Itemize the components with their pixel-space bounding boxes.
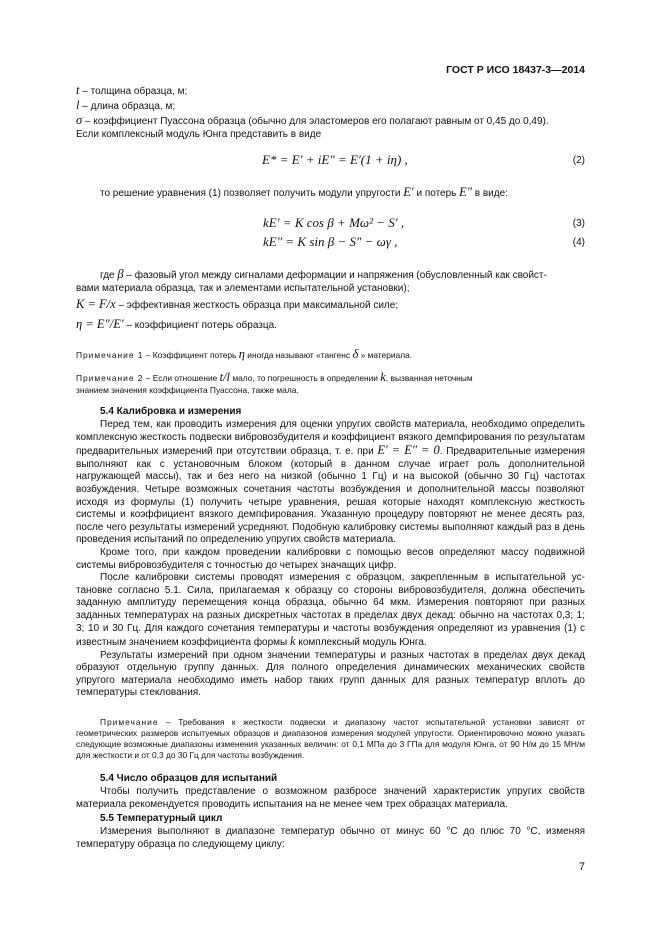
where-K: K = F/x – эффективная жесткость образца при максимальной силе;: [76, 297, 399, 311]
equation-2-number: (2): [572, 155, 585, 166]
solution-text: то решение уравнения (1) позволяет получить модули упругости E′ и потерь E″ в виде:: [100, 185, 508, 199]
note-2-line1: Примечание 2 – Если отношение t/l мало, то погрешность в определении k, вызванная неточным: [76, 370, 473, 384]
paragraph-2: Кроме того, при каждом проведении калибровки с помощью весов определяют массу подвижной системы вибровозбудителя с точностью до четырех значащих цифр.: [76, 546, 585, 571]
section-title-calibration: 5.4 Калибровка и измерения: [100, 406, 242, 417]
section-title-specimens: 5.4 Число образцов для испытаний: [100, 773, 278, 784]
equation-4: kE″ = K sin β − S″ − ωγ ,: [263, 234, 398, 249]
symbol-t: t: [76, 83, 80, 97]
symbol-l: l: [76, 98, 80, 112]
definition-poisson: σ – коэффициент Пуассона образца (обычно для эластомеров его полагают равным от 0,45 до 0,49).: [76, 113, 549, 127]
intro-modulus: Если комплексный модуль Юнга представить в виде: [76, 129, 322, 140]
paragraph-1: Перед тем, как проводить измерения для оценки упругих свойств материала, необходимо определить комплексную жесткость подвески вибровозбудителя и коэффициент вязкого демпфирования по результатам предварительных измерений при отсутствии образца, т. е. при E′ = E″ = 0. Предварительные измерения выполняют как с установочным блоком (который в данном случае играет роль дополнительной нагружающей массы), так и без него на низкой (обычно 1 Гц) и на высокой (обычно 30 Гц) частотах возбуждения. Четыре возможных сочетания частоты возбуждения и дополнительной массы позволяют исходя из формулы (1) получить четыре уравнения, решая которые находят комплексную жесткость системы и коэффициент вязкого демпфирования. Указанную процедуру повторяют не менее десять раз, после чего результаты измерений усредняют. Подобную калибровку системы выполняют каждый раз в день проведения испытаний по определению упругих свойств материала.: [76, 419, 585, 546]
where-beta-line1: где β – фазовый угол между сигналами деформации и напряжения (обусловленный как свойст-: [100, 267, 547, 281]
where-eta: η = E″/E′ – коэффициент потерь образца.: [76, 317, 277, 331]
standard-header: ГОСТ Р ИСО 18437-3—2014: [446, 64, 585, 76]
equation-4-number: (4): [572, 237, 585, 248]
section-title-temperature-cycle: 5.5 Температурный цикл: [100, 813, 223, 824]
definition-thickness: t – толщина образца, м;: [76, 83, 188, 97]
page-number: 7: [578, 861, 585, 873]
equation-3: kE′ = K cos β + Mω² − S′ ,: [263, 215, 405, 230]
paragraph-3: После калибровки системы проводят измерения с образцом, закрепленным в испытательной установке согласно 5.1. Сила, прилагаемая к образцу со стороны вибровозбудителя, должна обеспечить заданную амплитуду перемещения конца образца, обычно 64 мкм. Измерения повторяют при разных заданных температурах на разных дискретных частотах в пределах двух декад: обычно на частотах 0,3; 1; 3; 10 и 30 Гц. Для каждого сочетания температуры и частоты возбуждения определяют из уравнения (1) с известным значением коэффициента формы k комплексный модуль Юнга.: [76, 572, 585, 649]
symbol-sigma: σ: [76, 113, 83, 127]
note-1: Примечание 1 – Коэффициент потерь η иногда называют «тангенс δ » материала.: [76, 347, 413, 361]
where-beta-line2: вами материала образца, так и элементами испытательной установки);: [76, 283, 410, 294]
note-2-line2: знанием значения коэффициента Пуассона, также мала.: [76, 385, 299, 395]
equation-2: E* = E′ + iE″ = E′(1 + iη) ,: [262, 152, 408, 167]
section-specimens-body: Чтобы получить представление о возможном разбросе значений характеристик упругих свойств материала рекомендуется проводить испытания на не менее чем трех образцах материала.: [76, 786, 585, 810]
paragraph-4: Результаты измерений при одном значении температуры и разных частотах в пределах двух декад образуют отдельную группу данных. Для полного определения динамических механических свойств упругого материала необходимо иметь набор таких групп данных для разных температур вплоть до температуры стеклования.: [76, 649, 585, 699]
equation-3-number: (3): [572, 218, 585, 229]
definition-length: l – длина образца, м;: [76, 98, 176, 112]
section-calibration-body: [76, 419, 585, 700]
section-temperature-body: Измерения выполняют в диапазоне температур обычно от минус 60 °С до плюс 70 °С, изменяя температуру образца по следующему циклу:: [76, 826, 585, 850]
calibration-note: Примечание – Требования к жесткости подвески и диапазону частот испытательной установки зависят от геометрических размеров испытуемых образцов и диапазонов измерения модулей упругости. Ориентировочно можно указать следующие возможные диапазоны изменения указанных величин: от 0,1 МПа до 3 ГПа для модуля Юнга, от 90 Н/м до 15 МН/м для жесткости и от 0,3 до 30 Гц для частоты возбуждения.: [76, 717, 585, 760]
